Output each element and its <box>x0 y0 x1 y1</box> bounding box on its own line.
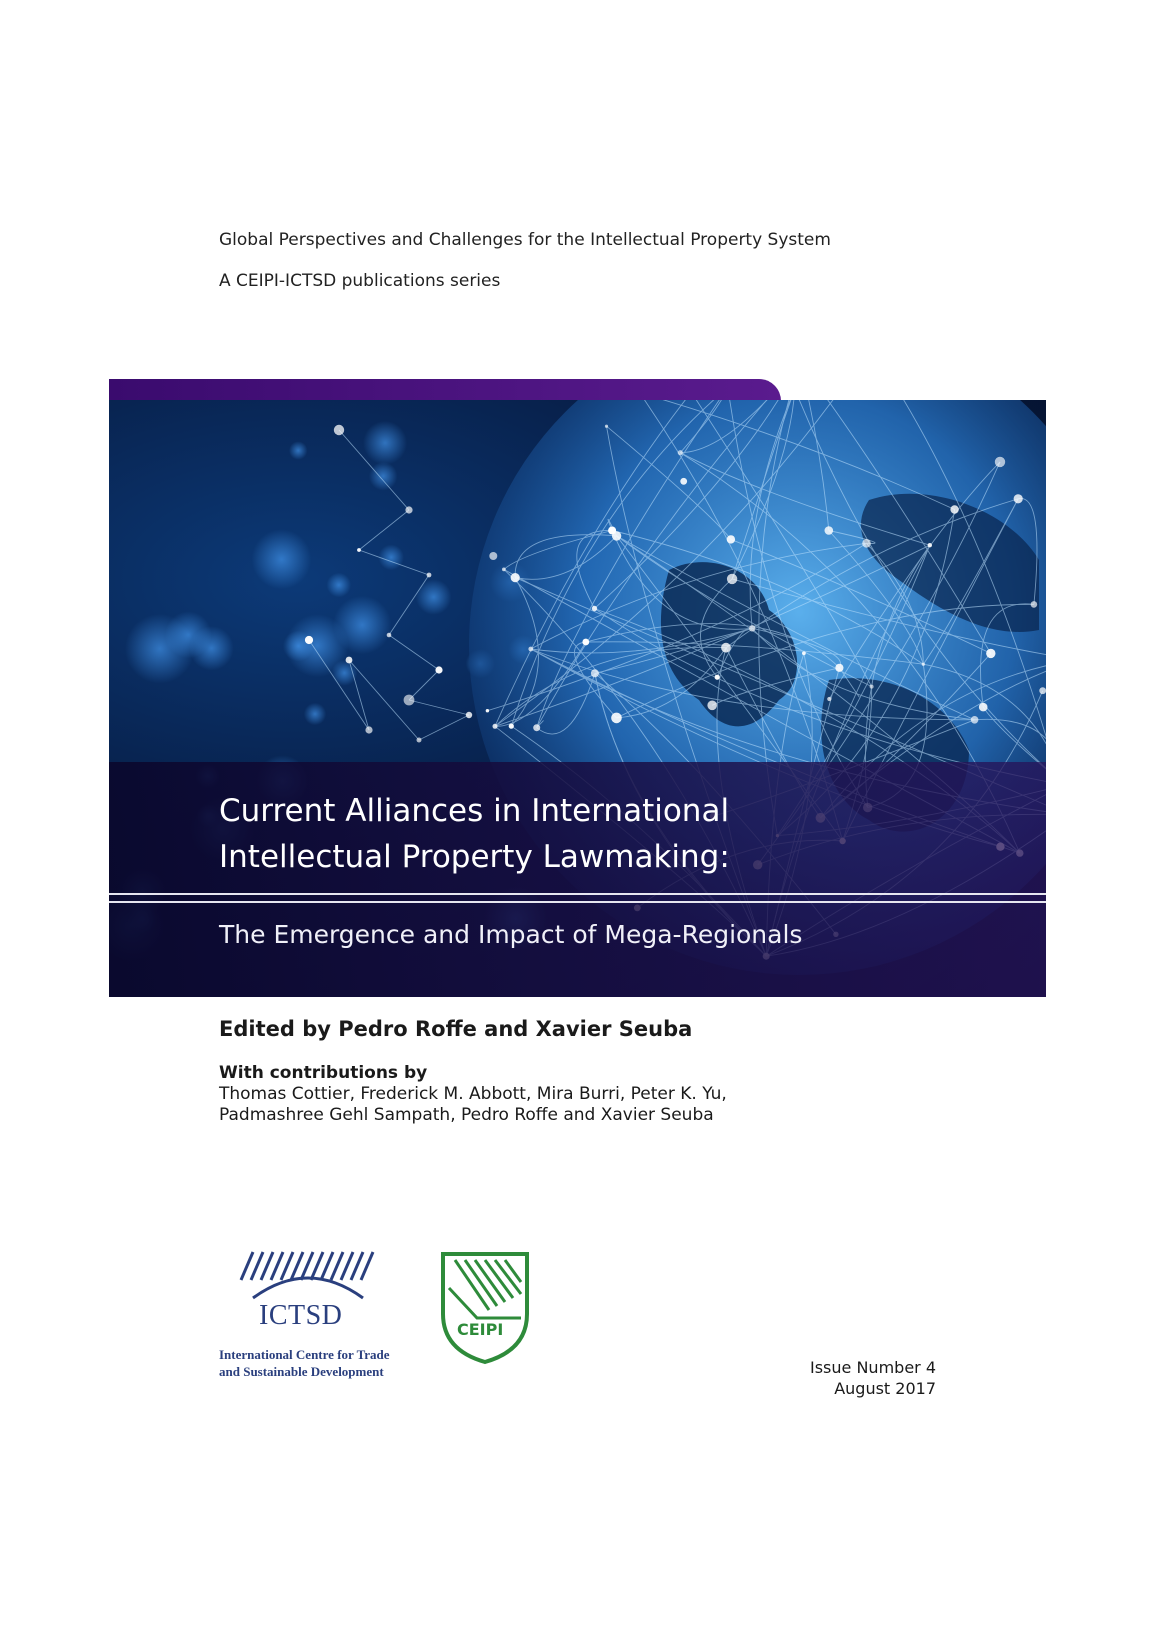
bokeh-light <box>369 462 398 491</box>
title-divider <box>109 893 1046 895</box>
title-divider <box>109 901 1046 903</box>
network-node <box>827 697 831 701</box>
cover-tab-accent <box>109 379 781 401</box>
network-node <box>592 606 597 611</box>
document-subtitle: The Emergence and Impact of Mega-Regionals <box>219 920 803 949</box>
document-title <box>219 788 730 880</box>
bokeh-light <box>165 611 212 658</box>
network-link <box>409 670 439 700</box>
ictsd-name-line: International Centre for Trade <box>219 1347 390 1362</box>
network-node <box>928 543 932 547</box>
network-node <box>608 527 616 535</box>
bokeh-light <box>327 573 352 598</box>
contributors-line: Thomas Cottier, Frederick M. Abbott, Mira Burri, Peter K. Yu, <box>219 1084 727 1104</box>
network-node <box>922 663 925 666</box>
bokeh-light <box>363 421 407 465</box>
network-node <box>825 526 834 535</box>
network-node <box>727 574 737 584</box>
ceipi-wordmark: CEIPI <box>457 1320 504 1339</box>
bokeh-light <box>252 529 312 589</box>
network-node <box>680 478 687 485</box>
network-node <box>427 573 432 578</box>
network-node <box>435 666 442 673</box>
network-node <box>950 505 958 513</box>
network-node <box>509 724 514 729</box>
network-node <box>715 675 720 680</box>
ictsd-logo <box>219 1250 389 1390</box>
cover-image <box>109 400 1046 997</box>
series-subtitle: A CEIPI-ICTSD publications series <box>219 271 501 291</box>
network-node <box>707 701 717 711</box>
network-node <box>971 716 979 724</box>
network-link <box>349 660 369 730</box>
network-node <box>1014 494 1023 503</box>
network-link <box>359 510 409 550</box>
network-node <box>727 535 735 543</box>
network-node <box>502 568 506 572</box>
network-node <box>533 724 540 731</box>
title-line-2: Intellectual Property Lawmaking: <box>219 839 730 875</box>
network-node <box>870 685 874 689</box>
network-node <box>582 639 589 646</box>
network-link <box>409 700 469 715</box>
ictsd-wordmark: ICTSD <box>259 1300 343 1331</box>
network-node <box>486 709 489 712</box>
network-node <box>995 457 1005 467</box>
network-node <box>749 625 755 631</box>
editors: Edited by Pedro Roffe and Xavier Seuba <box>219 1017 693 1041</box>
network-node <box>802 651 806 655</box>
series-title: Global Perspectives and Challenges for the Intellectual Property System <box>219 230 831 250</box>
network-node <box>511 573 520 582</box>
network-node <box>1039 687 1046 694</box>
network-node <box>721 643 731 653</box>
title-band <box>109 762 1046 997</box>
bokeh-light <box>289 441 308 460</box>
network-node <box>1031 601 1038 608</box>
title-line-1: Current Alliances in International <box>219 793 730 829</box>
network-node <box>835 664 843 672</box>
contributors-line: Padmashree Gehl Sampath, Pedro Roffe and Xavier Seuba <box>219 1105 714 1125</box>
network-node <box>387 633 392 638</box>
network-node <box>404 695 415 706</box>
network-node <box>862 539 871 548</box>
bokeh-light <box>378 545 404 571</box>
network-link <box>389 635 439 670</box>
network-node <box>466 712 472 718</box>
bokeh-light <box>416 579 452 615</box>
ictsd-name-line: and Sustainable Development <box>219 1364 384 1379</box>
network-node <box>986 649 995 658</box>
network-node <box>405 506 412 513</box>
network-node <box>979 703 988 712</box>
network-node <box>605 425 608 428</box>
bokeh-light <box>283 631 314 662</box>
network-node <box>365 726 372 733</box>
network-node <box>489 552 497 560</box>
contributions-heading: With contributions by <box>219 1063 428 1083</box>
network-node <box>334 425 344 435</box>
ictsd-arc-icon <box>233 1250 383 1302</box>
network-node <box>611 713 622 724</box>
network-node <box>346 657 353 664</box>
network-link <box>419 715 469 740</box>
network-node <box>305 636 313 644</box>
network-node <box>591 669 599 677</box>
issue-date: August 2017 <box>834 1379 936 1398</box>
network-node <box>493 724 498 729</box>
network-node <box>357 548 361 552</box>
network-node <box>417 738 422 743</box>
bokeh-light <box>304 703 326 725</box>
issue-number: Issue Number 4 <box>810 1358 936 1377</box>
ceipi-shield-icon <box>437 1248 533 1366</box>
network-node <box>528 647 533 652</box>
ceipi-logo <box>437 1248 533 1366</box>
network-node <box>678 450 683 455</box>
